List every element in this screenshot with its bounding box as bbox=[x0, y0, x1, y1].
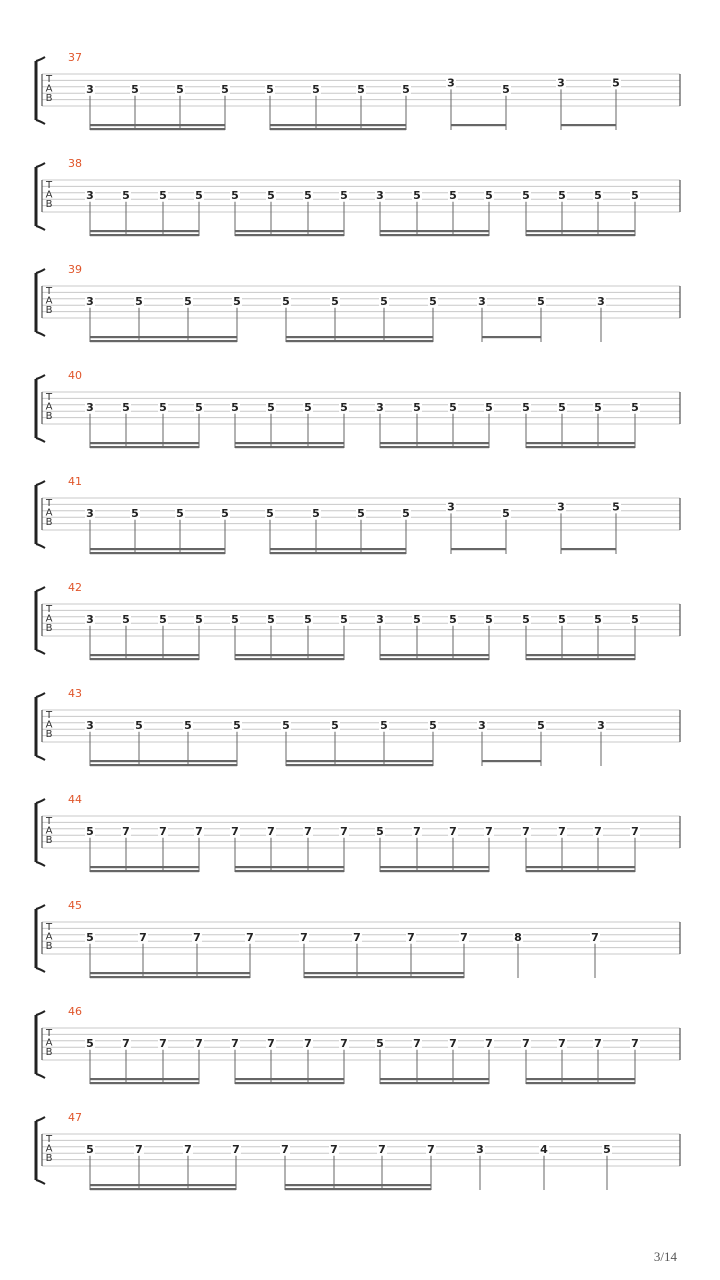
fret-number: 3 bbox=[478, 294, 486, 308]
beam bbox=[304, 972, 464, 974]
fret-number: 5 bbox=[502, 506, 510, 520]
measure-number: 47 bbox=[68, 1111, 82, 1124]
fret-number: 3 bbox=[447, 76, 455, 90]
fret-number: 3 bbox=[86, 612, 94, 626]
bracket-top-hook bbox=[36, 163, 45, 167]
fret-number: 7 bbox=[139, 930, 147, 944]
fret-number: 5 bbox=[267, 400, 275, 414]
fret-number: 5 bbox=[159, 400, 167, 414]
fret-number: 5 bbox=[631, 400, 639, 414]
fret-number: 5 bbox=[522, 400, 530, 414]
fret-number: 3 bbox=[478, 718, 486, 732]
bracket-top-hook bbox=[36, 799, 45, 803]
beam bbox=[526, 234, 635, 236]
beam bbox=[526, 1078, 635, 1080]
tab-clef-letter: B bbox=[45, 623, 53, 635]
fret-number: 5 bbox=[86, 1036, 94, 1050]
beam bbox=[90, 764, 237, 766]
fret-number: 7 bbox=[304, 824, 312, 838]
bracket-bottom-hook bbox=[36, 332, 45, 336]
tab-clef-letter: T bbox=[45, 604, 53, 615]
fret-number: 5 bbox=[402, 506, 410, 520]
beam bbox=[270, 552, 406, 554]
fret-number: 5 bbox=[558, 612, 566, 626]
fret-number: 7 bbox=[340, 824, 348, 838]
tab-clef-letter: T bbox=[45, 710, 53, 721]
fret-number: 5 bbox=[184, 718, 192, 732]
fret-number: 5 bbox=[135, 718, 143, 732]
bracket-bottom-hook bbox=[36, 756, 45, 760]
beam bbox=[235, 658, 344, 660]
fret-number: 7 bbox=[232, 1142, 240, 1156]
beam bbox=[380, 442, 489, 444]
fret-number: 5 bbox=[312, 82, 320, 96]
beam bbox=[286, 340, 433, 342]
beam bbox=[235, 654, 344, 656]
bracket-top-hook bbox=[36, 1117, 45, 1121]
beam bbox=[561, 124, 616, 126]
tab-clef-letter: A bbox=[45, 719, 53, 731]
bracket-top-hook bbox=[36, 375, 45, 379]
fret-number: 7 bbox=[485, 1036, 493, 1050]
fret-number: 5 bbox=[485, 188, 493, 202]
fret-number: 5 bbox=[449, 188, 457, 202]
fret-number: 5 bbox=[86, 824, 94, 838]
beam bbox=[235, 1078, 344, 1080]
fret-number: 7 bbox=[485, 824, 493, 838]
fret-number: 7 bbox=[522, 1036, 530, 1050]
beam bbox=[90, 1078, 199, 1080]
bracket-top-hook bbox=[36, 57, 45, 61]
fret-number: 5 bbox=[233, 718, 241, 732]
beam bbox=[482, 760, 541, 762]
beam bbox=[286, 764, 433, 766]
fret-number: 5 bbox=[413, 188, 421, 202]
fret-number: 5 bbox=[195, 400, 203, 414]
fret-number: 5 bbox=[340, 400, 348, 414]
beam bbox=[90, 336, 237, 338]
beam bbox=[380, 654, 489, 656]
beam bbox=[380, 234, 489, 236]
tab-clef-letter: A bbox=[45, 295, 53, 307]
tab-clef-letter: B bbox=[45, 729, 53, 741]
tab-clef-letter: T bbox=[45, 922, 53, 933]
fret-number: 5 bbox=[594, 400, 602, 414]
fret-number: 3 bbox=[376, 612, 384, 626]
fret-number: 7 bbox=[281, 1142, 289, 1156]
fret-number: 7 bbox=[300, 930, 308, 944]
beam bbox=[90, 1082, 199, 1084]
fret-number: 5 bbox=[376, 1036, 384, 1050]
beam bbox=[526, 446, 635, 448]
fret-number: 5 bbox=[184, 294, 192, 308]
fret-number: 7 bbox=[304, 1036, 312, 1050]
bracket-top-hook bbox=[36, 269, 45, 273]
bracket-bottom-hook bbox=[36, 544, 45, 548]
tab-clef-letter: B bbox=[45, 517, 53, 529]
fret-number: 7 bbox=[195, 824, 203, 838]
tab-clef-letter: A bbox=[45, 613, 53, 625]
fret-number: 7 bbox=[122, 1036, 130, 1050]
fret-number: 7 bbox=[330, 1142, 338, 1156]
fret-number: 5 bbox=[603, 1142, 611, 1156]
fret-number: 5 bbox=[304, 400, 312, 414]
bracket-bottom-hook bbox=[36, 438, 45, 442]
fret-number: 7 bbox=[159, 824, 167, 838]
fret-number: 5 bbox=[485, 400, 493, 414]
beam bbox=[90, 760, 237, 762]
fret-number: 7 bbox=[231, 1036, 239, 1050]
measure-number: 43 bbox=[68, 687, 82, 700]
fret-number: 3 bbox=[86, 294, 94, 308]
tab-clef-letter: T bbox=[45, 1134, 53, 1145]
beam bbox=[90, 976, 250, 978]
fret-number: 3 bbox=[557, 76, 565, 90]
fret-number: 7 bbox=[135, 1142, 143, 1156]
beam bbox=[380, 866, 489, 868]
fret-number: 5 bbox=[380, 718, 388, 732]
fret-number: 7 bbox=[159, 1036, 167, 1050]
beam bbox=[270, 128, 406, 130]
fret-number: 7 bbox=[427, 1142, 435, 1156]
bracket-bottom-hook bbox=[36, 1074, 45, 1078]
beam bbox=[90, 658, 199, 660]
fret-number: 7 bbox=[594, 1036, 602, 1050]
fret-number: 5 bbox=[231, 400, 239, 414]
beam bbox=[286, 336, 433, 338]
tab-clef-letter: T bbox=[45, 392, 53, 403]
fret-number: 5 bbox=[122, 188, 130, 202]
bracket-top-hook bbox=[36, 587, 45, 591]
fret-number: 7 bbox=[407, 930, 415, 944]
fret-number: 5 bbox=[357, 82, 365, 96]
fret-number: 5 bbox=[594, 612, 602, 626]
beam bbox=[90, 972, 250, 974]
fret-number: 7 bbox=[184, 1142, 192, 1156]
beam bbox=[235, 1082, 344, 1084]
tab-clef-letter: T bbox=[45, 180, 53, 191]
fret-number: 7 bbox=[340, 1036, 348, 1050]
measure-number: 38 bbox=[68, 157, 82, 170]
fret-number: 7 bbox=[631, 824, 639, 838]
fret-number: 3 bbox=[376, 188, 384, 202]
fret-number: 7 bbox=[413, 1036, 421, 1050]
fret-number: 5 bbox=[131, 82, 139, 96]
fret-number: 5 bbox=[413, 400, 421, 414]
fret-number: 3 bbox=[86, 506, 94, 520]
fret-number: 5 bbox=[402, 82, 410, 96]
fret-number: 5 bbox=[376, 824, 384, 838]
beam bbox=[90, 654, 199, 656]
beam bbox=[526, 866, 635, 868]
beam bbox=[235, 234, 344, 236]
tab-clef-letter: A bbox=[45, 83, 53, 95]
fret-number: 5 bbox=[449, 400, 457, 414]
tab-clef-letter: A bbox=[45, 189, 53, 201]
fret-number: 5 bbox=[159, 188, 167, 202]
beam bbox=[380, 1082, 489, 1084]
fret-number: 3 bbox=[86, 188, 94, 202]
bracket-top-hook bbox=[36, 693, 45, 697]
beam bbox=[304, 976, 464, 978]
fret-number: 5 bbox=[221, 82, 229, 96]
beam bbox=[90, 446, 199, 448]
fret-number: 7 bbox=[460, 930, 468, 944]
fret-number: 3 bbox=[597, 294, 605, 308]
fret-number: 5 bbox=[266, 82, 274, 96]
fret-number: 5 bbox=[485, 612, 493, 626]
fret-number: 5 bbox=[176, 506, 184, 520]
fret-number: 3 bbox=[557, 500, 565, 514]
fret-number: 7 bbox=[378, 1142, 386, 1156]
tab-clef-letter: A bbox=[45, 931, 53, 943]
beam bbox=[285, 1188, 431, 1190]
tab-clef-letter: B bbox=[45, 941, 53, 953]
beam bbox=[90, 866, 199, 868]
fret-number: 5 bbox=[135, 294, 143, 308]
fret-number: 5 bbox=[195, 188, 203, 202]
beam bbox=[235, 446, 344, 448]
fret-number: 5 bbox=[221, 506, 229, 520]
measure-number: 42 bbox=[68, 581, 82, 594]
fret-number: 5 bbox=[537, 294, 545, 308]
fret-number: 5 bbox=[537, 718, 545, 732]
beam bbox=[90, 1184, 236, 1186]
bracket-bottom-hook bbox=[36, 862, 45, 866]
bracket-bottom-hook bbox=[36, 120, 45, 124]
fret-number: 5 bbox=[122, 400, 130, 414]
beam bbox=[285, 1184, 431, 1186]
fret-number: 7 bbox=[193, 930, 201, 944]
fret-number: 5 bbox=[357, 506, 365, 520]
tab-clef-letter: T bbox=[45, 498, 53, 509]
fret-number: 3 bbox=[86, 718, 94, 732]
bracket-top-hook bbox=[36, 905, 45, 909]
fret-number: 5 bbox=[304, 612, 312, 626]
fret-number: 7 bbox=[195, 1036, 203, 1050]
tab-clef-letter: T bbox=[45, 816, 53, 827]
fret-number: 7 bbox=[231, 824, 239, 838]
measure-number: 45 bbox=[68, 899, 82, 912]
beam bbox=[526, 1082, 635, 1084]
beam bbox=[526, 442, 635, 444]
fret-number: 5 bbox=[267, 188, 275, 202]
tab-clef-letter: B bbox=[45, 835, 53, 847]
page-number: 3/14 bbox=[653, 1249, 677, 1264]
beam bbox=[235, 866, 344, 868]
bracket-top-hook bbox=[36, 1011, 45, 1015]
fret-number: 5 bbox=[131, 506, 139, 520]
fret-number: 5 bbox=[233, 294, 241, 308]
beam bbox=[235, 442, 344, 444]
beam bbox=[526, 658, 635, 660]
tab-clef-letter: A bbox=[45, 825, 53, 837]
beam bbox=[90, 230, 199, 232]
tab-clef-letter: A bbox=[45, 1143, 53, 1155]
fret-number: 7 bbox=[246, 930, 254, 944]
fret-number: 5 bbox=[282, 718, 290, 732]
fret-number: 5 bbox=[558, 400, 566, 414]
fret-number: 5 bbox=[86, 930, 94, 944]
fret-number: 8 bbox=[514, 930, 522, 944]
fret-number: 7 bbox=[558, 824, 566, 838]
fret-number: 5 bbox=[502, 82, 510, 96]
fret-number: 5 bbox=[122, 612, 130, 626]
bracket-bottom-hook bbox=[36, 226, 45, 230]
fret-number: 5 bbox=[594, 188, 602, 202]
fret-number: 5 bbox=[612, 76, 620, 90]
beam bbox=[380, 446, 489, 448]
measure-number: 46 bbox=[68, 1005, 82, 1018]
beam bbox=[90, 340, 237, 342]
tab-clef-letter: B bbox=[45, 1047, 53, 1059]
tab-clef-letter: A bbox=[45, 507, 53, 519]
fret-number: 5 bbox=[612, 500, 620, 514]
beam bbox=[380, 1078, 489, 1080]
fret-number: 3 bbox=[447, 500, 455, 514]
beam bbox=[90, 124, 225, 126]
beam bbox=[561, 548, 616, 550]
beam bbox=[482, 336, 541, 338]
beam bbox=[380, 658, 489, 660]
beam bbox=[270, 124, 406, 126]
beam bbox=[451, 548, 506, 550]
tab-clef-letter: B bbox=[45, 411, 53, 423]
fret-number: 7 bbox=[267, 1036, 275, 1050]
tab-clef-letter: T bbox=[45, 1028, 53, 1039]
beam bbox=[380, 230, 489, 232]
bracket-bottom-hook bbox=[36, 1180, 45, 1184]
fret-number: 3 bbox=[597, 718, 605, 732]
fret-number: 5 bbox=[449, 612, 457, 626]
measure-number: 40 bbox=[68, 369, 82, 382]
beam bbox=[380, 870, 489, 872]
fret-number: 7 bbox=[449, 1036, 457, 1050]
fret-number: 5 bbox=[304, 188, 312, 202]
fret-number: 5 bbox=[159, 612, 167, 626]
fret-number: 5 bbox=[340, 188, 348, 202]
bracket-top-hook bbox=[36, 481, 45, 485]
fret-number: 4 bbox=[540, 1142, 548, 1156]
tab-clef-letter: B bbox=[45, 199, 53, 211]
beam bbox=[526, 870, 635, 872]
measure-number: 39 bbox=[68, 263, 82, 276]
fret-number: 5 bbox=[631, 612, 639, 626]
tab-clef-letter: A bbox=[45, 1037, 53, 1049]
fret-number: 3 bbox=[376, 400, 384, 414]
beam bbox=[451, 124, 506, 126]
beam bbox=[270, 548, 406, 550]
beam bbox=[286, 760, 433, 762]
fret-number: 7 bbox=[558, 1036, 566, 1050]
fret-number: 5 bbox=[340, 612, 348, 626]
bracket-bottom-hook bbox=[36, 968, 45, 972]
fret-number: 5 bbox=[631, 188, 639, 202]
fret-number: 5 bbox=[195, 612, 203, 626]
measure-number: 41 bbox=[68, 475, 82, 488]
fret-number: 7 bbox=[594, 824, 602, 838]
fret-number: 5 bbox=[176, 82, 184, 96]
fret-number: 3 bbox=[476, 1142, 484, 1156]
beam bbox=[90, 870, 199, 872]
fret-number: 5 bbox=[86, 1142, 94, 1156]
fret-number: 7 bbox=[122, 824, 130, 838]
beam bbox=[235, 870, 344, 872]
tab-clef-letter: B bbox=[45, 305, 53, 317]
fret-number: 5 bbox=[231, 188, 239, 202]
measure-number: 37 bbox=[68, 51, 82, 64]
beam bbox=[90, 1188, 236, 1190]
tab-clef-letter: T bbox=[45, 74, 53, 85]
fret-number: 7 bbox=[413, 824, 421, 838]
fret-number: 5 bbox=[413, 612, 421, 626]
beam bbox=[90, 552, 225, 554]
fret-number: 5 bbox=[267, 612, 275, 626]
fret-number: 7 bbox=[353, 930, 361, 944]
fret-number: 5 bbox=[522, 188, 530, 202]
fret-number: 5 bbox=[331, 718, 339, 732]
beam bbox=[526, 230, 635, 232]
fret-number: 7 bbox=[449, 824, 457, 838]
beam bbox=[90, 234, 199, 236]
fret-number: 5 bbox=[282, 294, 290, 308]
fret-number: 7 bbox=[522, 824, 530, 838]
beam bbox=[90, 548, 225, 550]
fret-number: 5 bbox=[231, 612, 239, 626]
tab-clef-letter: B bbox=[45, 93, 53, 105]
beam bbox=[90, 442, 199, 444]
fret-number: 5 bbox=[429, 718, 437, 732]
tab-clef-letter: T bbox=[45, 286, 53, 297]
fret-number: 5 bbox=[380, 294, 388, 308]
fret-number: 7 bbox=[267, 824, 275, 838]
fret-number: 7 bbox=[591, 930, 599, 944]
measure-number: 44 bbox=[68, 793, 82, 806]
beam bbox=[235, 230, 344, 232]
fret-number: 3 bbox=[86, 82, 94, 96]
tab-clef-letter: A bbox=[45, 401, 53, 413]
fret-number: 5 bbox=[429, 294, 437, 308]
tab-clef-letter: B bbox=[45, 1153, 53, 1165]
fret-number: 7 bbox=[631, 1036, 639, 1050]
fret-number: 5 bbox=[558, 188, 566, 202]
bracket-bottom-hook bbox=[36, 650, 45, 654]
fret-number: 5 bbox=[522, 612, 530, 626]
fret-number: 3 bbox=[86, 400, 94, 414]
fret-number: 5 bbox=[266, 506, 274, 520]
beam bbox=[526, 654, 635, 656]
fret-number: 5 bbox=[331, 294, 339, 308]
beam bbox=[90, 128, 225, 130]
fret-number: 5 bbox=[312, 506, 320, 520]
